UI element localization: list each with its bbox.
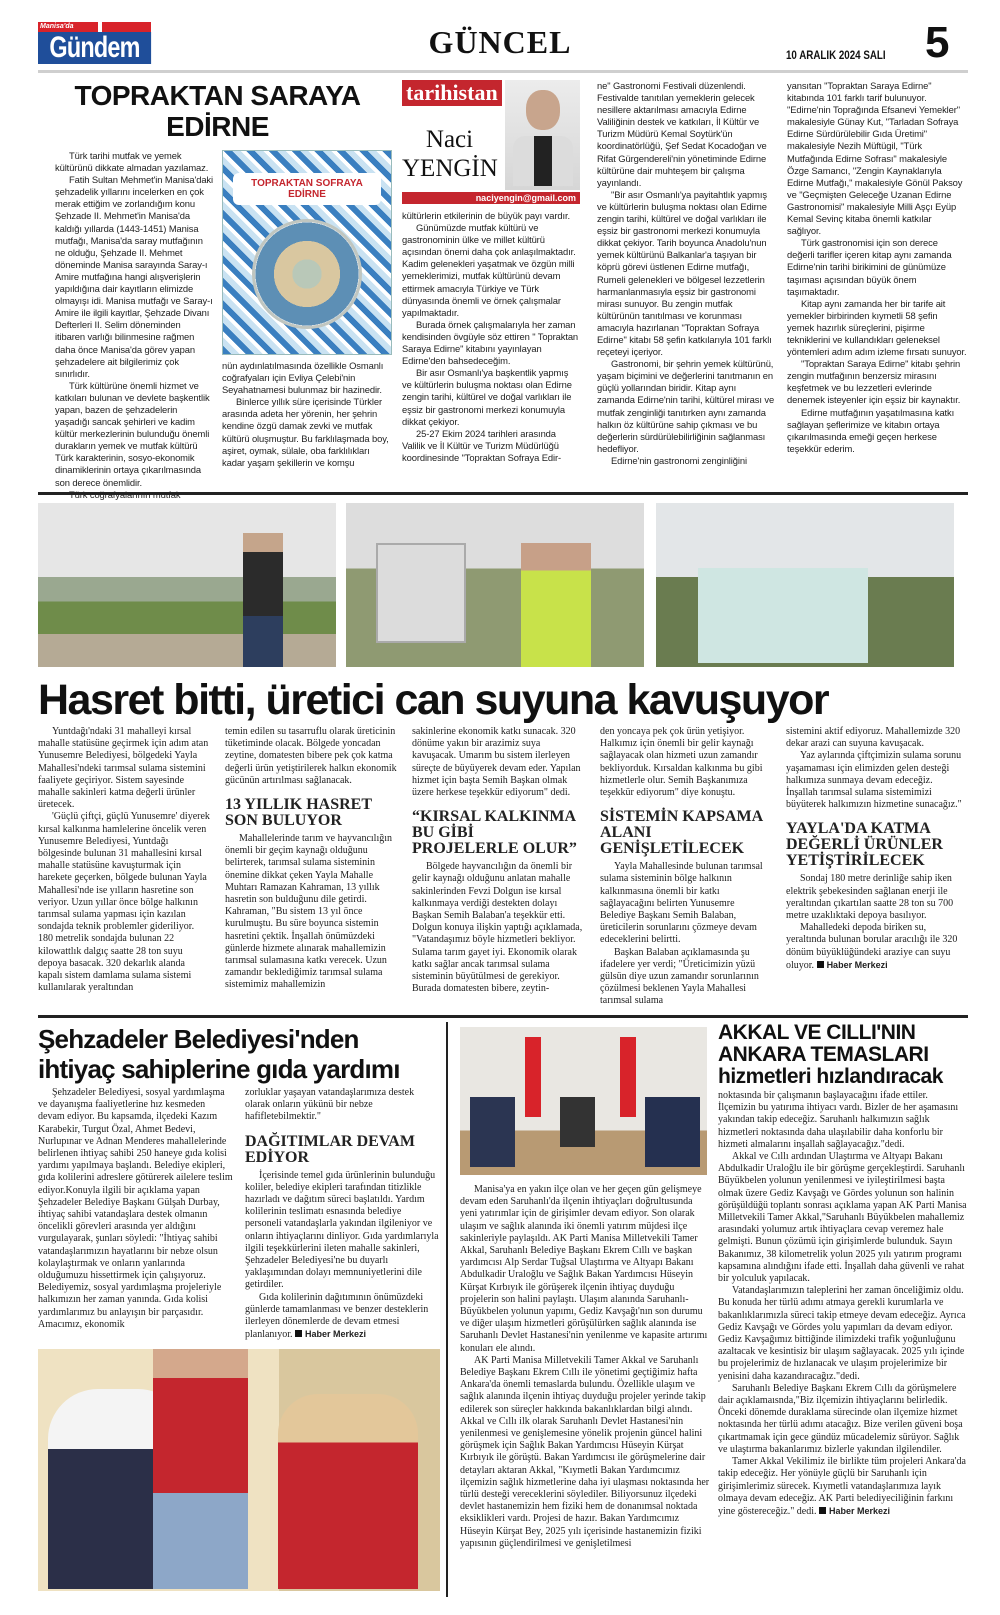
paragraph: Edirne'nin gastronomi zenginliğini	[611, 454, 747, 466]
paragraph: Mahalledeki depoda biriken su, yeraltında bulunan borular aracılığı ile 320 dönüm büyüklüğündeki araziye can suyu oluyor.	[786, 922, 958, 971]
subheading-katma-degerli: YAYLA'DA KATMA DEĞERLİ ÜRÜNLER YETİŞTİRİLECEK	[786, 820, 943, 870]
ankara-text-col1	[460, 1184, 710, 1550]
paragraph: Mahallelerinde tarım ve hayvancılığın önemli bir geçim kaynağı olduğunu belirterek, tarımsal sulama sisteminin önemine dikkat çeken Yayla Mahalle Muhtarı Ramazan Kahraman, 13 yıllık hasretin son bulduğunu dile getirdi. Kahraman, "Bu sistem 13 yıl önce kurulmuştu. Bu süre boyunca sistemin hasretini çektik. İnşallah önümüzdeki günlerde hizmete alınarak mahallemizin tarımsal sulamasına katkı verecek. Uzun zamandır beklediğimiz tarımsal sulama sistemimiz mahallemizin	[225, 833, 392, 991]
paragraph: 'Güçlü çiftçi, güçlü Yunusemre' diyerek kırsal kalkınma hamlelerine öncelik veren Yunusemre Belediyesi, Yuntdağı bölgesinde bulunan 31 mahallesini kırsal mahalle statüsüne kavuşturmak için harekete geçerken, bölgede bulunan Yayla Mahallesi'nde ise yılların hasretine son veriyor. Uzun yıllar önce bölge halkının tarımsal sulama yapması için kazılan sondajda teknik problemler gideriliyor. 180 metrelik sondajda bulunan 22 kilowattlık dalgıç saatte 28 ton suyu depoya basacak. 320 dekarlık alanda kapalı sistem damlama sulama sistemi kullanılarak yeraltından	[38, 811, 210, 994]
muhtar-pointing-photo	[38, 503, 336, 667]
ankara-text-col2	[718, 1090, 968, 1518]
logo-wordmark: Gündem	[38, 32, 151, 64]
column-title-line2: EDİRNE	[166, 111, 269, 142]
author-email[interactable]: naciyengin@gmail.com	[402, 192, 580, 204]
water-depot-photo	[656, 503, 954, 667]
ankara-meeting-photo	[460, 1027, 707, 1175]
volunteer-woman-figure	[278, 1394, 418, 1589]
byline-credit: Haber Merkezi	[295, 1329, 366, 1339]
author-last-name: YENGİN	[402, 155, 498, 182]
paragraph: Manisa'ya en yakın ilçe olan ve her geçen gün gelişmeye devam eden Saruhanlı'da ilçenin ihtiyaçları doğrultusunda yeni yatırımlar için de girişimler devam ediyor. Son olarak ulaşım ve sağlık alanında iki önemli yatırım müjdesi ilçe sakinleriyle paylaşıldı. AK Parti Manisa Milletvekili Tamer Akkal, Saruhanlı Belediye Başkanı Ekrem Cıllı ve başkan yardımcısı Alp Serdar Tuğsal Ulaştırma ve Altyapı Bakanı Abdulkadir Uraloğlu ve Sağlık Bakan Yardımcısı Hüseyin Kürşat Kırbıyık ile görüşerek ilçenin ihtiyaç duyduğu projelerin son halini paylaştı. Ulaşım alanında Saruhanlı-Büyükbelen yolunun yapımı, Gediz Kavşağı'nın son durumu ve diğer ulaşım hizmetleri görüşülürken sağlık alanında ise Saruhanlı Devlet Hastanesi'nin yenilenme ve kapasite artırımı konuları ele alındı.	[460, 1184, 708, 1354]
paragraph: Fatih Sultan Mehmet'in Manisa'daki şehzadelik yıllarını incelerken en çok merak ettiğim ve zorlandığım konu Şehzade II. Mehmet'in Manisa'da kaldığı yıllarda (1443-1451) Manisa mutfağı, Manisa'da saray mutfağının ne olduğu, Şehzade II. Mehmet döneminde Manisa sarayında Saray-ı Amire mutfağına hangi alışverişlerin yapıldığına dair kayıtların elimizde olmayışı idi. Manisa mutfağı ve Saray-ı Amire ile ilgili kayıtlar, Şehzade Divanı Defterleri II. Selim döneminden itibaren varlığı bilinmesine rağmen daha önce Manisa'da görev yapan şehzadelere ait bilgilerimiz çok sınırlıdır.	[55, 174, 214, 379]
irrigation-text-col1	[38, 726, 210, 994]
paragraph: Burada örnek çalışmalarıyla her zaman kendisinden övgüyle söz ettiren " Topraktan Saraya Edirne" kitabını yayınlayan Edirne'den bahsedeceğim.	[402, 318, 579, 367]
paragraph: Saruhanlı Belediye Başkanı Ekrem Cıllı da görüşmelere dair açıklamaısnda,"Biz ilçemizin ihtiyaçlarını belirledik. Önceki dönemde duraklama sürecinde olan ilçemize hizmet noktasında her türlü adımı atacağız. Bize verilen güveni boşa çıkartmamak için gece gündüz mücadelemiz sürüyor. Sağlık ve ulaştırma bakanlarımız bizlerle yakından ilgilendiler.	[718, 1382, 963, 1455]
paragraph: Türk kültürüne önemli hizmet ve katkıları bulunan ve devlete başkentlik yapan, bazen de şehzadelerin yaşadığı sancak şehirleri ve kadim kültür merkezlerinin bulunduğu önemli durakların yemek ve mutfak kültürü Türk karakterinin, sosyo-ekonomik dinamiklerinin ortaya çıkarılmasında son derece önemlidir.	[55, 379, 210, 488]
section-divider	[38, 492, 968, 495]
paragraph: nün aydınlatılmasında özellikle Osmanlı coğrafyaları için Evliya Çelebi'nin Seyahatnamesi bulunmaz bir hazinedir.	[222, 360, 384, 396]
column-title	[55, 80, 380, 142]
person-figure	[243, 533, 283, 667]
irrigation-text-col5	[786, 726, 966, 972]
subheading-kirsal-kalkinma: “KIRSAL KALKINMA BU GİBİ PROJELERLE OLUR”	[412, 808, 577, 858]
paragraph: Edirne mutfağının yaşatılmasına katkı sağlayan şeflerimize ve kitabın ortaya çıkarılmasında emeği geçen herkese teşekkür ederim.	[787, 406, 955, 454]
food-aid-headline	[38, 1024, 443, 1084]
column-label-badge: tarihistan	[402, 80, 502, 106]
irrigation-text-col2	[225, 726, 397, 992]
water-depot	[698, 568, 868, 663]
food-aid-text-col1	[38, 1087, 233, 1331]
paragraph: Türk tarihi mutfak ve yemek kültürünü dikkate almadan yazılamaz.	[55, 150, 209, 174]
author-first-name: Naci	[425, 126, 474, 153]
subheading-kapsama-alani: SİSTEMİN KAPSAMA ALANI GENİŞLETİLECEK	[600, 808, 763, 858]
paragraph: Gıda kolilerinin dağıtımının önümüzdeki günlerde tamamlanması ve benzer desteklerin ilerleyen dönemlerde de devam etmesi planlanıyor.	[245, 1291, 429, 1341]
paragraph: ne" Gastronomi Festivali düzenlendi. Festivalde tanıtılan yemeklerin gelecek nesillere aktarılması amacıyla Edirne Valiliğinin destek ve katkıları, İl Kültür ve Turizm Müdürü Kemal Soytürk'ün koordinatörlüğü, Şef Sedat Kocadoğan ve Rifat Gürgendereli'nin yönetiminde Edirne kültürüne dair muhteşem bir çalışma yayınlandı.	[597, 80, 767, 188]
author-face	[526, 90, 560, 130]
paragraph: Akkal ve Cıllı ardından Ulaştırma ve Altyapı Bakanı Abdulkadir Uraloğlu ile bir görüşme gerçekleştirdi. Saruhanlı Büyükbelen yolunun yenilenmesi ve iyileştirilmesi başta olmak üzere Gediz Kavşağı ve Gördes yolunun son halinin görüşüldüğü toplantı sonrası açıklama yapan AK Parti Manisa Milletvekili Tamer Akkal,"Saruhanlı Büyükbelen mahallemiz arasındaki yolumuz artık ihtiyaçlara cevap veremez hale gelmişti. Bunun çözümü için girişimlerde bulunduk. Sayın Bakanımız, 38 kilometrelik yolun 2025 yılı yatırım programı kapsamına alındığını ifade etti. İnşallah daha güvenli ve rahat bir yolculuk yapılacak.	[718, 1151, 967, 1285]
column-text-col4	[597, 80, 775, 467]
control-panel	[376, 543, 466, 643]
paragraph: yansıtan "Topraktan Saraya Edirne" kitabında 101 farklı tarif bulunuyor. "Edirne'nin Toprağında Efsanevi Yemekler" makalesiyle Günay Kut, "Tarladan Sofraya Edirne Sürdürülebilir Gıda Üretimi" makalesiyle Nezih Müftügil, "Türk Mutfağında Edirne Sofrası" makalesiyle Özge Samancı, "Zengin Kaynaklarıyla Edirne Mutfağı," makalesiyle Gönül Paksoy ve "Geçmişten Geleceğe Uzanan Edirne Gastronomisi" makalesiyle Milli Aşçı Eyüp Kemal Sevinç kitaba önemli katkılar sağlıyor.	[787, 80, 963, 237]
food-aid-headline-line2: ihtiyaç sahiplerine gıda yardımı	[38, 1054, 400, 1084]
paragraph: Bölgede hayvancılığın da önemli bir gelir kaynağı olduğunu anlatan mahalle sakinlerinden Fevzi Dolgun ise kırsal kalkınmaya verdiği destekten dolayı Başkan Semih Balaban'a teşekkür etti. Dolgun konuya ilişkin yaptığı açıklamada, "Vatandaşımız böyle hizmetleri bekliyor. Sulama tarım gayet iyi. Ekonomik olarak katkı sağlar ancak tarımsal sulama sisteminin büyütülmesi de gerekiyor. Burada domatesten bibere, zeytin-	[412, 861, 583, 995]
paragraph: Yuntdağı'ndaki 31 mahalleyi kırsal mahalle statüsüne geçirmek için adım atan Yunusemre Belediyesi, bölgedeki Yayla Mahallesi'ndeki tarımsal sulama sistemini faaliyete geçiriyor. Sistem sayesinde mahalle sakinleri katma değerli ürünler üretecek.	[38, 726, 209, 811]
paragraph: Günümüzde mutfak kültürü ve gastronominin ülke ve millet kültürü açısından önemi daha çok anlaşılmaktadır. Kadim gelenekleri yaşatmak ve özgün milli yemeklerimizi, mutfak kültürünü devam ettirmek amacıyla Türkiye ve Türk dünyasında önemli ve örnek çalışmalar yapılmaktadır.	[402, 222, 576, 318]
header-divider	[38, 70, 968, 73]
paragraph: AK Parti Manisa Milletvekili Tamer Akkal ve Saruhanlı Belediye Başkanı Ekrem Cıllı ile yönetimi geçtiğimiz hafta Ankara'da önemli temaslarda bulundu. Özellikle ulaşım ve sağlık alanında ilçenin ihtiyaç duyduğu projeler yerinde takip edilerek son süreçler hakkında bakanlıklardan bilgi alındı. Akkal ve Cıllı ilk olarak Saruhanlı Devlet Hastanesi'nin yenilenmesi ve genişlemesine yönelik projenin güncel halini görüşmek için Sağlık Bakan Yardımcısı Hüseyin Kürşat Kırbıyık ile görüştü. Bakan Yardımcısı ile görüşmelerine dair detayları aktaran Akkal, "Kıymetli Bakan Yardımcımız ilçemizin sağlık hizmetlerine daha iyi ulaşması noktasında her türlü desteği vereceklerini söylediler. Biliyorsunuz ilçedeki devlet hastanemizin hem fiziki hem de donanımsal noktada eksiklikleri vardı. Projesi de hazır. Bakan Yardımcımız Hüseyin Kürşat Bey, 2025 yılı içerisinde hastanemizin fiziki yapısının güçlendirilmesi ve genişletilmesi	[460, 1354, 710, 1549]
paragraph: noktasında bir çalışmanın başlayacağını ifade ettiler. İlçemizin bu yatırıma ihtiyacı vardı. Bizler de her aşamasını yakından takip edeceğiz. Saruhanlı halkımızın sağlık hizmetleri noktasında daha ulaşılabilir daha konforlu bir hizmeti almalarını inşallah sağlayacağız."dedi.	[718, 1090, 959, 1150]
ankara-headline-line2: ANKARA TEMASLARI	[718, 1043, 929, 1066]
subheading-13-yillik: 13 YILLIK HASRET SON BULUYOR	[225, 796, 372, 830]
paragraph: İçerisinde temel gıda ürünlerinin bulunduğu koliler, belediye ekipleri tarafından titizlikle hazırladı ve dağıtım süreci başlatıldı. Yardım kolilerinin teslimatı esnasında belediye personeli vatandaşlarla yakından ilgileniyor ve onların ihtiyaçlarını dinliyor. Gıda yardımlarıyla ilgili teşekkürlerini ileten mahalle sakinleri, Şehzadeler Belediyesi'ne bu duyarlı yaklaşımından dolayı memnuniyetlerini dile getirdiler.	[245, 1169, 439, 1291]
date-text: 10 ARALIK 2024	[786, 50, 861, 62]
author-photo	[505, 80, 580, 190]
column-title-line1: TOPRAKTAN SARAYA	[74, 80, 361, 111]
paragraph: Gastronomi, bir şehrin yemek kültürünü, yaşam biçimini ve değerlerini tanıtmanın en güçlü yollarından biridir. Kitap aynı zamanda Edirne'nin tarihi, kültürel mirası ve mutfak zenginliği tanıtırken aynı zamanda halkın öz kültürüne sahip çıkması ve bu değerlerin sürdürülebilirliğinin sağlanması hedefliyor.	[597, 358, 775, 454]
book-cover-title: TOPRAKTAN SOFRAYA EDİRNE	[233, 173, 381, 205]
section-title: GÜNCEL	[428, 24, 572, 60]
column-text-col3	[402, 210, 580, 464]
plate-spoons-graphic	[252, 219, 362, 329]
paragraph: 25-27 Ekim 2024 tarihleri arasında Valilik ve İl Kültür ve Turizm Müdürlüğü koordinesinde "Topraktan Sofraya Edir-	[402, 427, 561, 463]
subheading-dagitimlar: DAĞITIMLAR DEVAM EDİYOR	[245, 1132, 415, 1166]
turkish-flag-right	[620, 1037, 636, 1117]
column-divider	[446, 1022, 448, 1597]
food-aid-photo	[38, 1349, 440, 1591]
person-figure	[470, 1097, 515, 1167]
paragraph: Türk gastronomisi için son derece değerli tarifler içeren kitap aynı zamanda Edirne'nin tarihi birikimini de günümüze taşıması açısından büyük önem taşımaktadır.	[787, 237, 952, 297]
author-suit	[513, 136, 573, 186]
irrigation-text-col4	[600, 726, 772, 1008]
column-text-col2	[222, 360, 392, 469]
column-text-col1	[55, 150, 213, 513]
column-text-col5	[787, 80, 967, 455]
worker-control-panel-photo	[346, 503, 644, 667]
page-number: 5	[925, 18, 950, 67]
paragraph: "Bir asır Osmanlı'ya payitahtlık yapmış ve kültürlerin buluşma noktası olan Edirne zengin tarihi, kültürel ve doğal varlıkları ile eşsiz bir gastronomi merkezi konumuyla dikkat çekiyor. Tarih boyunca Anadolu'nun yemek kültürünü Balkanlar'a taşıyan bir köprü görevi üstlenen Edirne mutfağı, Rumeli gelenekleri ve bölgesel lezzetlerin harmanlanmasıyla eşsiz bir gastronomi mirası sunuyor. Bu zengin mutfak kültürünün tanıtılması ve korunması amacıyla hazırlanan "Topraktan Sofraya Edirne" kitabı 58 şefin katkılarıyla 101 farklı reçeteyi içeriyor.	[597, 188, 772, 358]
paragraph: den yoncaya pek çok ürün yetişiyor. Halkımız için önemli bir gelir kaynağı sağlayacak olan hizmeti uzun zamandır bekliyorduk. Kırsaldan kalkınma bu gibi hizmetlerle olur. Semih Başkanımıza teşekkür ediyorum" diye konuştu.	[600, 726, 763, 799]
worker-figure	[521, 543, 591, 667]
ankara-headline-line1: AKKAL VE CILLI'NIN	[718, 1021, 916, 1044]
paragraph: temin edilen su tasarruflu olarak üreticinin tüketiminde olacak. Bölgede yoncadan zeytine, domatesten bibere pek çok katma değerli ürün yetiştirilerek halkın ekonomik gücünün artırılması sağlanacak.	[225, 726, 397, 786]
paragraph: kültürlerin etkilerinin de büyük payı vardır.	[402, 210, 570, 221]
paragraph: zorluklar yaşayan vatandaşlarımıza destek olarak onların yükünü bir nebze hafifletebilmektir."	[245, 1087, 415, 1123]
paragraph: sakinlerine ekonomik katkı sunacak. 320 dönüme yakın bir arazimiz suya kavuşacak. Umarım bu sistem ilerleyen süreçte de büyüyerek devam eder. Yapılan hizmet için başta Semih Başkan olmak üzere herkese teşekkür ediyorum" dedi.	[412, 726, 581, 799]
newspaper-logo[interactable]	[38, 22, 151, 64]
paragraph: Kitap aynı zamanda her bir tarife ait yemekler birbirinden kıymetli 58 şefin yemek hazırlık süreçlerini, pişirme tekniklerini ve kullandıkları geleneksel yöntemleri adım adım izleme fırsatı sunuyor.	[787, 297, 967, 358]
day-text: SALI	[863, 50, 886, 62]
issue-date	[786, 50, 886, 62]
paragraph: Şehzadeler Belediyesi, sosyal yardımlaşma ve dayanışma faaliyetlerine hız kesmeden devam ediyor. Bu kapsamda, ilçedeki Kazım Karabekir, Turgut Özal, Ahmet Bedevi, Nurlupınar ve Adnan Menderes mahallelerinde belirlenen ihtiyaç sahibi 250 haneye gıda kolisi yardımı yapılmaya başlandı. Belediye ekipleri, gıda kolilerini adreslere götürerek ailelere teslim ediyor.Konuyla ilgili bir açıklama yapan Şehzadeler Belediye Başkanı Gülşah Durbay, ihtiyaç sahibi vatandaşlara destek olmanın öncelikli görevleri arasında yer aldığını vurgulayarak, şunları söyledi: "İhtiyaç sahibi vatandaşlarımızın hayatlarını bir nebze olsun kolaylaştırmak ve onların yanlarında olduğumuzu hissettirmek için çalışıyoruz. Belediyemiz, sosyal yardımlaşma projeleriyle halkımızın her zaman yanında. Gıda kolisi yardımlarımız bu anlayışın bir parçasıdır. Amacımız, ekonomik	[38, 1087, 233, 1330]
paragraph: Yaz aylarında çiftçimizin sulama sorunu yaşamaması için elimizden gelen desteği halkımıza sunmaya devam edeceğiz. İnşallah tarımsal sulama sistemimizi büyüterek halkımızın hizmetine sunacağız."	[786, 750, 962, 811]
author-name	[402, 125, 497, 183]
ankara-headline	[718, 1022, 968, 1088]
volunteer-man-figure	[153, 1349, 248, 1589]
section-divider	[38, 1015, 968, 1018]
turkish-flag-left	[525, 1037, 541, 1117]
food-aid-text-col2	[245, 1087, 440, 1341]
byline-credit: Haber Merkezi	[819, 1506, 890, 1516]
food-aid-headline-line1: Şehzadeler Belediyesi'nden	[38, 1024, 359, 1054]
person-figure	[645, 1097, 700, 1167]
paragraph: Binlerce yıllık süre içerisinde Türkler arasında adeta her yörenin, her şehrin kendine özgü damak zevki ve mutfak kültürü oluşmuştur. Bu farklılaşmada boy, aşiret, oymak, sülale, oba farklılıkları kadar yaşam şekillerin ve komşu	[222, 396, 389, 468]
person-figure	[560, 1097, 595, 1147]
paragraph: "Topraktan Saraya Edirne" kitabı şehrin zengin mutfağının benzersiz mirasını keşfetmek ve bu lezzetleri evlerinde denemek isteyenler için eşsiz bir kaynaktır.	[787, 358, 961, 406]
paragraph: Tamer Akkal Vekilimiz ile birlikte tüm projeleri Ankara'da takip edeceğiz. Her yönüyle güçlü bir Saruhanlı için girişimlerimiz sürecek. Kıymetli vatandaşlarımıza layık olmaya devam edeceğiz. AK Parti belediyeciliğinin farkını yine göstereceğiz." dedi.	[718, 1456, 966, 1517]
ankara-headline-line3: hizmetleri hızlandıracak	[718, 1065, 943, 1088]
logo-tagline: Manisa'da	[38, 22, 98, 32]
paragraph: Sondaj 180 metre derinliğe sahip iken elektrik şebekesinden sağlanan enerji ile yeraltından çıkartılan saatte 28 ton su 700 metre uzaklıktaki depoya basılıyor.	[786, 873, 954, 922]
paragraph: Bir asır Osmanlı'ya başkentlik yapmış ve kültürlerin buluşma noktası olan Edirne zengin tarihi, kültürel ve doğal varlıkları ile eşsiz bir gastronomi merkezi konumuyla dikkat çekiyor.	[402, 367, 572, 427]
paragraph: sistemini aktif ediyoruz. Mahallemizde 320 dekar arazi can suyuna kavuşacak.	[786, 726, 961, 750]
paragraph: Yayla Mahallesinde bulunan tarımsal sulama sisteminin bölge halkının kalkınmasına önemli bir katkı sağlayacağını belirten Yunusemre Belediye Başkanı Semih Balaban, üreticilerin sorunlarını çözmeye devam edeceklerini belirtti.	[600, 861, 763, 946]
book-cover-image	[222, 150, 392, 355]
irrigation-text-col3	[412, 726, 584, 995]
irrigation-headline: Hasret bitti, üretici can suyuna kavuşuyor	[38, 676, 829, 724]
paragraph: Vatandaşlarımızın taleplerini her zaman önceliğimiz oldu. Bu konuda her türlü adımı atmaya gerekli kurumlarla ve bakanlıklarımızla süreci takip etmeye devam edeceğiz. Ayrıca Gediz Kavşağı ve Gördes yolu yapımları da devam ediyor. Gediz Kavşağımız bittiğinde ilimizdeki trafik yoğunluğunu azaltacak ve kesintisiz bir ulaşım sağlayacak. 2025 yılı içinde bu projelerimiz de hızlanacak ve ulaşım projelerimize bir yenisini daha kazandıracağız."dedi.	[718, 1285, 966, 1382]
paragraph: Başkan Balaban açıklamasında şu ifadelere yer verdi; "Üreticimizin yüzü gülsün diye uzun zamandır sorunlarının çözülmesi beklenen Yayla Mahallesi tarımsal sulama	[600, 946, 759, 1007]
byline-credit: Haber Merkezi	[817, 960, 888, 970]
